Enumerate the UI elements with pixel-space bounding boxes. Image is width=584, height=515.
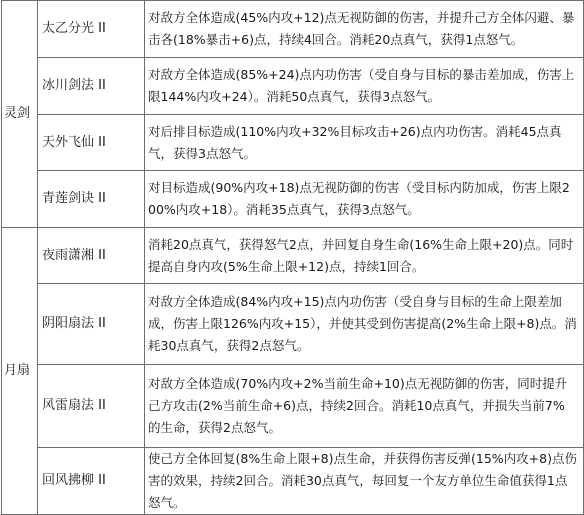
skill-name: 风雷扇法 II xyxy=(38,365,145,448)
skill-name: 冰川剑法 II xyxy=(38,58,145,115)
skill-description: 对后排目标造成(110%内攻+32%目标攻击+26)点内功伤害。消耗45点真气，获得3点怒气。 xyxy=(145,115,584,171)
table-row xyxy=(2,365,584,448)
table-row xyxy=(2,1,584,58)
skill-name: 回风拂柳 II xyxy=(38,448,145,515)
skill-name: 太乙分光 II xyxy=(38,1,145,58)
skill-name: 夜雨潇湘 II xyxy=(38,228,145,284)
table-row xyxy=(2,228,584,284)
table-row xyxy=(2,115,584,171)
skill-description: 对敌方全体造成(70%内攻+2%当前生命+10)点无视防御的伤害，同时提升己方攻击(2%当前生命+6)点，持续2回合。消耗10点真气，并损失当前7%的生命，获得2点怒气。 xyxy=(145,365,584,448)
skill-description: 对敌方全体造成(45%内攻+12)点无视防御的伤害，并提升己方全体闪避、暴击各(18%暴击+6)点，持续4回合。消耗20点真气，获得1点怒气。 xyxy=(145,1,584,58)
table-row xyxy=(2,58,584,115)
skill-table xyxy=(1,0,584,515)
skill-description: 对敌方全体造成(85%+24)点内功伤害（受自身与目标的暴击差加成，伤害上限144%内攻+24）。消耗50点真气，获得3点怒气。 xyxy=(145,58,584,115)
table-row xyxy=(2,284,584,365)
skill-description: 消耗20点真气，获得怒气2点，并回复自身生命(16%生命上限+20)点。同时提高自身内攻(5%生命上限+12)点，持续1回合。 xyxy=(145,228,584,284)
group-name-yueshan: 月扇 xyxy=(2,228,38,515)
skill-name: 阴阳扇法 II xyxy=(38,284,145,365)
skill-description: 对敌方全体造成(84%内攻+15)点内功伤害（受自身与目标的生命上限差加成，伤害上限126%内攻+15），并使其受到伤害提高(2%生命上限+8)点。消耗30点真气，获得2点怒气。 xyxy=(145,284,584,365)
table-row xyxy=(2,171,584,228)
skill-name: 青莲剑诀 II xyxy=(38,171,145,228)
skill-description: 对目标造成(90%内攻+18)点无视防御的伤害（受目标内防加成，伤害上限200%内攻+18）。消耗35点真气，获得3点怒气。 xyxy=(145,171,584,228)
skill-description: 使己方全体回复(8%生命上限+8)点生命，并获得伤害反弹(15%内攻+8)点伤害的效果，持续2回合。消耗30点真气，每回复一个友方单位生命值获得1点怒气。 xyxy=(145,448,584,515)
skill-name: 天外飞仙 II xyxy=(38,115,145,171)
group-name-lingjian: 灵剑 xyxy=(2,1,38,228)
table-row xyxy=(2,448,584,515)
